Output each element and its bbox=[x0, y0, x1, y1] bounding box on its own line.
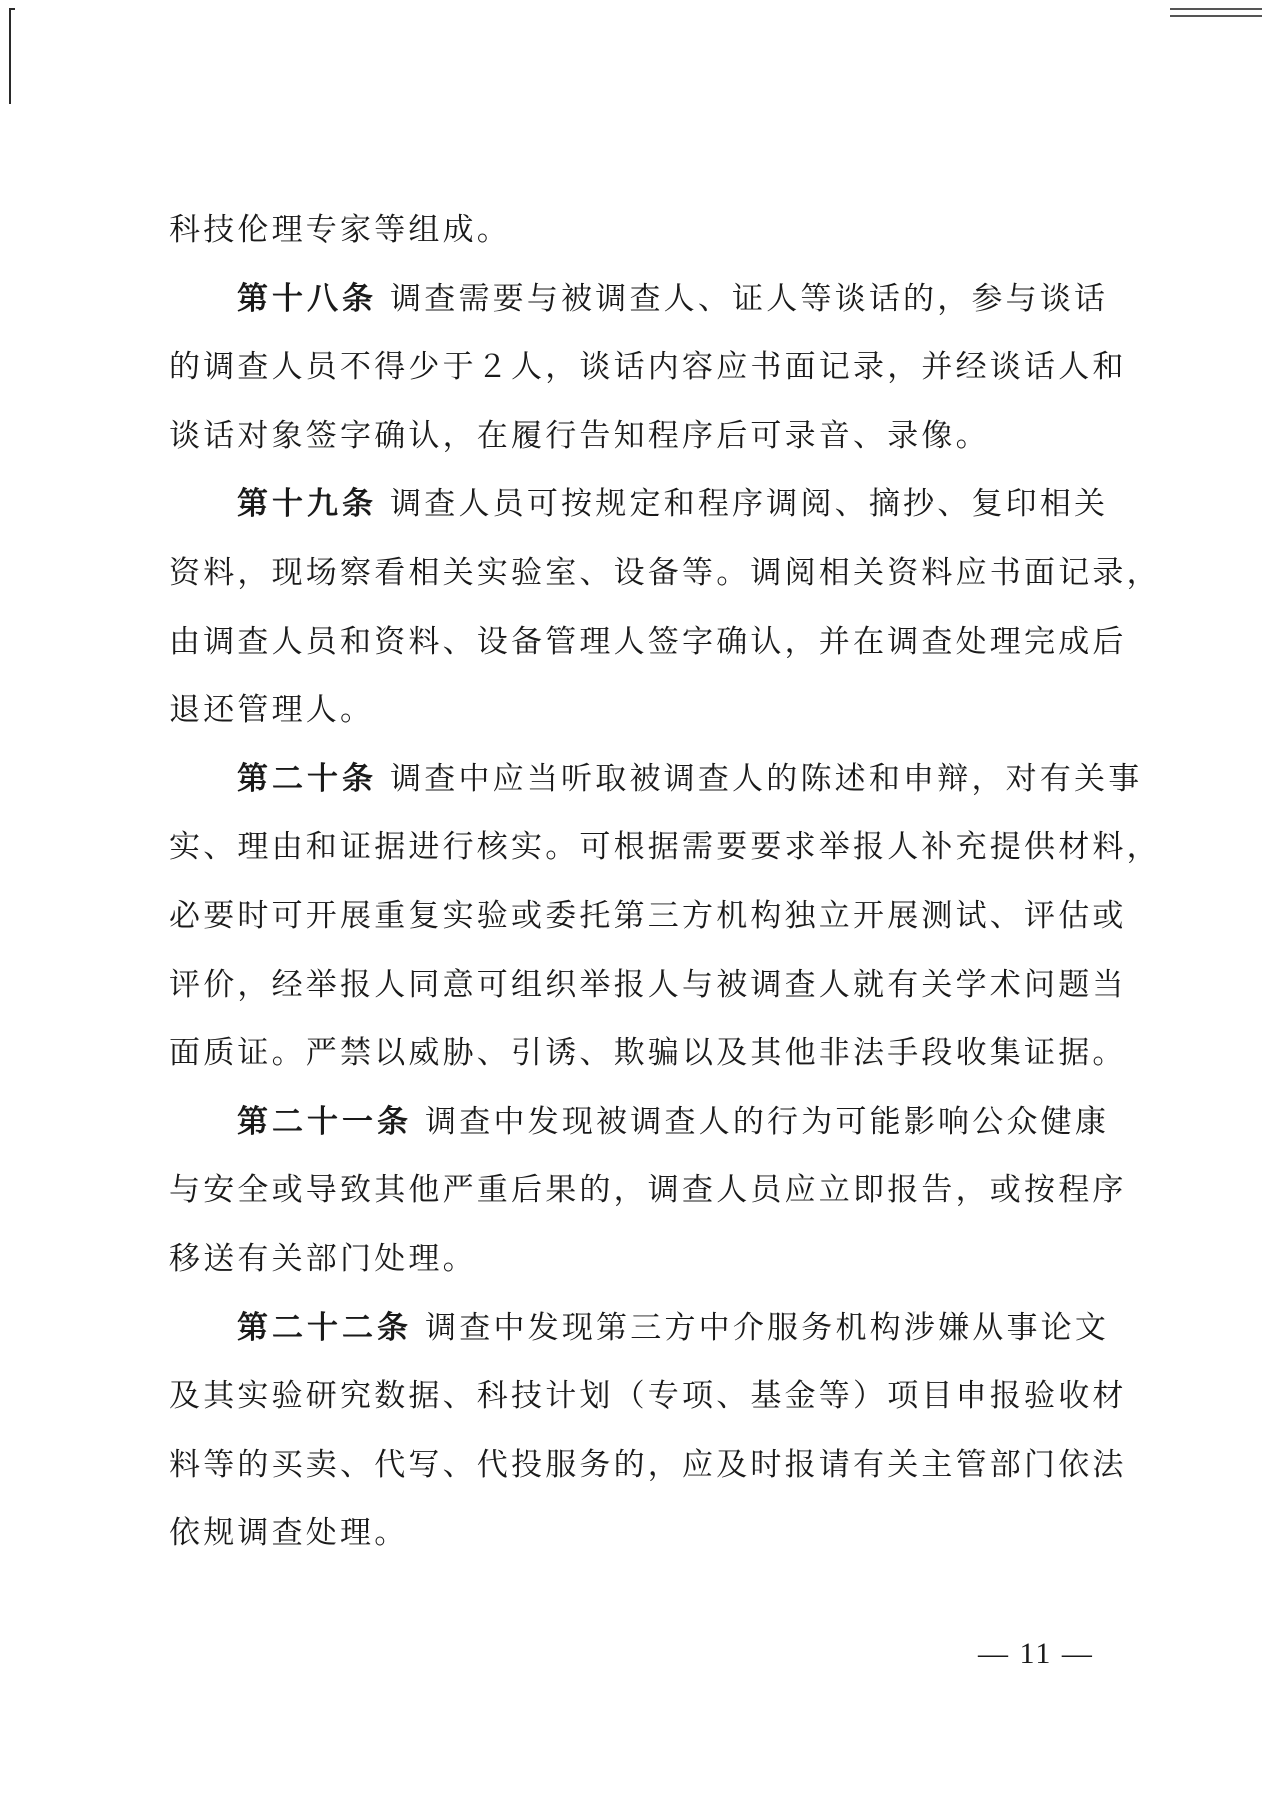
text-line bbox=[169, 676, 1117, 745]
text-line bbox=[169, 1499, 1117, 1568]
text-line bbox=[169, 539, 1161, 608]
line-text: 退还管理人。 bbox=[169, 692, 375, 729]
article-number: 第二十条 bbox=[237, 760, 377, 797]
line-text: 由调查人员和资料、设备管理人签字确认，并在调查处理完成后 bbox=[169, 623, 1127, 660]
line-text: 实、理由和证据进行核实。可根据需要要求举报人补充提供材料， bbox=[169, 829, 1161, 866]
line-text: 必要时可开展重复实验或委托第三方机构独立开展测试、评估或 bbox=[169, 897, 1127, 934]
article-18-line bbox=[169, 265, 1117, 334]
article-21-line bbox=[169, 1088, 1117, 1157]
text-line bbox=[169, 196, 1117, 265]
text-line bbox=[169, 1156, 1127, 1225]
line-text: 依规调查处理。 bbox=[169, 1515, 409, 1552]
text-line bbox=[169, 951, 1127, 1020]
line-text: 调查中发现第三方中介服务机构涉嫌从事论文 bbox=[425, 1309, 1110, 1346]
text-line bbox=[169, 1362, 1127, 1431]
line-text: 的调查人员不得少于２人，谈话内容应书面记录，并经谈话人和 bbox=[169, 349, 1127, 386]
line-text: 及其实验研究数据、科技计划（专项、基金等）项目申报验收材 bbox=[169, 1378, 1127, 1415]
line-text: 调查人员可按规定和程序调阅、摘抄、复印相关 bbox=[390, 486, 1109, 523]
article-number: 第二十一条 bbox=[237, 1103, 412, 1140]
line-text: 资料，现场察看相关实验室、设备等。调阅相关资料应书面记录， bbox=[169, 554, 1161, 591]
text-line bbox=[169, 1431, 1127, 1500]
scan-edge-mark-left bbox=[9, 8, 11, 104]
article-20-line bbox=[169, 745, 1143, 814]
scan-edge-mark-top-right bbox=[1170, 8, 1262, 24]
text-line bbox=[169, 1019, 1127, 1088]
line-text: 面质证。严禁以威胁、引诱、欺骗以及其他非法手段收集证据。 bbox=[169, 1035, 1127, 1072]
text-line bbox=[169, 813, 1161, 882]
page-number: — 11 — bbox=[978, 1637, 1094, 1670]
line-text: 谈话对象签字确认，在履行告知程序后可录音、录像。 bbox=[169, 417, 990, 454]
document-body bbox=[169, 196, 1161, 1568]
line-text: 移送有关部门处理。 bbox=[169, 1240, 477, 1277]
text-line bbox=[169, 608, 1127, 677]
article-22-line bbox=[169, 1294, 1117, 1363]
article-number: 第二十二条 bbox=[237, 1309, 412, 1346]
text-line bbox=[169, 882, 1127, 951]
text-line bbox=[169, 402, 1117, 471]
line-text: 与安全或导致其他严重后果的，调查人员应立即报告，或按程序 bbox=[169, 1172, 1127, 1209]
article-number: 第十九条 bbox=[237, 486, 377, 523]
article-19-line bbox=[169, 470, 1117, 539]
line-text: 调查中应当听取被调查人的陈述和申辩，对有关事 bbox=[390, 760, 1143, 797]
text-line bbox=[169, 1225, 1117, 1294]
line-text: 料等的买卖、代写、代投服务的，应及时报请有关主管部门依法 bbox=[169, 1446, 1127, 1483]
article-number: 第十八条 bbox=[237, 280, 377, 317]
line-text: 调查需要与被调查人、证人等谈话的，参与谈话 bbox=[390, 280, 1109, 317]
text-line bbox=[169, 333, 1127, 402]
line-text: 科技伦理专家等组成。 bbox=[169, 212, 511, 248]
line-text: 调查中发现被调查人的行为可能影响公众健康 bbox=[425, 1103, 1110, 1140]
line-text: 评价，经举报人同意可组织举报人与被调查人就有关学术问题当 bbox=[169, 966, 1127, 1003]
